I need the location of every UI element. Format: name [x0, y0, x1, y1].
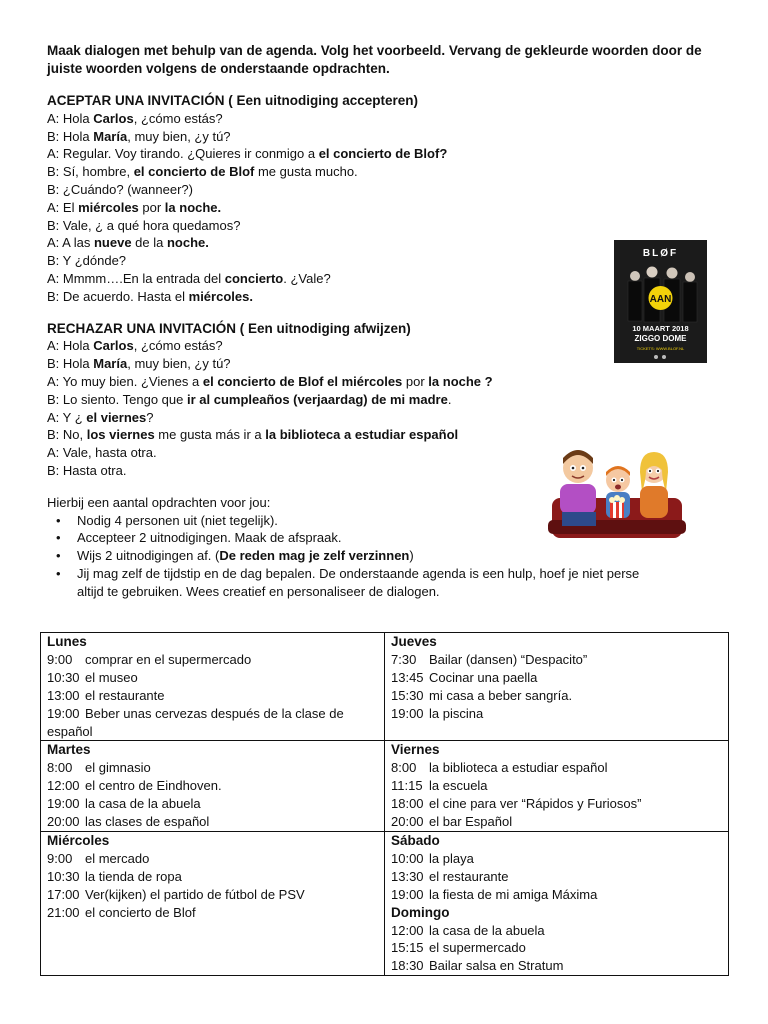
agenda-slot [391, 922, 722, 940]
agenda-time: 10:30 [47, 669, 80, 685]
agenda-time: 20:00 [391, 814, 424, 830]
agenda-activity: el bar Español [429, 814, 513, 830]
dialogue-text: A: Hola [47, 110, 94, 126]
agenda-time: 13:30 [391, 868, 424, 884]
agenda-cell [385, 741, 729, 832]
agenda-activity: el cine para ver “Rápidos y Furiosos” [429, 796, 642, 812]
dialogue-line [47, 163, 727, 181]
agenda-slot [47, 850, 378, 868]
dialogue-text: , ¿cómo estás? [133, 338, 223, 354]
agenda-time: 17:00 [47, 886, 80, 902]
poster-band-name: BLØF [642, 248, 679, 259]
poster-tickets: TICKETS: WWW.BLOF.NL [636, 346, 685, 351]
agenda-day-title: Sábado [391, 832, 440, 848]
dialogue-text: Jij mag zelf de tijdstip en de dag bepalen. De onderstaande agenda is een hulp, hoef je niet perse [77, 565, 640, 581]
tasks-heading: Hierbij een aantal opdrachten voor jou: [47, 494, 271, 510]
highlighted-word: los viernes [86, 427, 155, 443]
agenda-slot [391, 850, 722, 868]
poster-date: 10 MAART 2018 [632, 324, 689, 333]
highlighted-word: Carlos [93, 338, 134, 354]
dialogue-text: ? [146, 409, 154, 425]
dialogue-text: ) [409, 548, 414, 564]
dialogue-text: Accepteer 2 uitnodigingen. Maak de afspraak. [77, 530, 342, 546]
dialogue-text: de la [131, 235, 167, 251]
agenda-activity: el gimnasio [85, 760, 151, 776]
agenda-time: 13:00 [47, 687, 80, 703]
agenda-slot [391, 939, 722, 957]
agenda-activity: las clases de español [85, 814, 210, 830]
highlighted-word: miércoles. [188, 288, 253, 304]
dialogue-line [47, 409, 727, 427]
dialogue-text: B: Hola [47, 356, 94, 372]
highlighted-word: el viernes [86, 409, 147, 425]
poster-badge-text: AAN [649, 294, 672, 305]
agenda-activity: la casa de la abuela [85, 796, 201, 812]
agenda-activity: la tienda de ropa [85, 868, 182, 884]
dialogue-text: , muy bien, ¿y tú? [127, 356, 231, 372]
agenda-time: 8:00 [391, 760, 417, 776]
highlighted-word: la noche. [164, 199, 222, 215]
agenda-time: 12:00 [391, 922, 424, 938]
agenda-slot [47, 868, 378, 886]
agenda-activity: el restaurante [85, 687, 165, 703]
agenda-slot [47, 795, 378, 813]
agenda-slot [391, 886, 722, 904]
dialogue-text: B: Hasta otra. [47, 462, 127, 478]
dialogue-text: A: Vale, hasta otra. [47, 445, 157, 461]
dialogue-text: B: Lo siento. Tengo que [47, 391, 187, 407]
poster-venue: ZIGGO DOME [634, 334, 687, 343]
agenda-slot [47, 651, 378, 669]
dialogue-line [47, 145, 727, 163]
agenda-slot [391, 777, 722, 795]
agenda-activity: la escuela [429, 778, 488, 794]
poster-graphic [614, 240, 707, 363]
highlighted-word: el concierto de Blof? [318, 146, 448, 162]
agenda-time: 13:45 [391, 669, 424, 685]
agenda-slot [391, 813, 722, 831]
agenda-cell [41, 741, 385, 832]
agenda-slot [47, 777, 378, 795]
highlighted-word: concierto [224, 270, 284, 286]
dialogue-text: A: El [47, 199, 79, 215]
agenda-cell [41, 633, 385, 741]
dialogue-text: Wijs 2 uitnodigingen af. ( [77, 548, 220, 564]
agenda-day-title: Lunes [47, 634, 87, 649]
task-item [77, 547, 727, 565]
agenda-activity: la playa [429, 850, 474, 866]
agenda-slot [391, 868, 722, 886]
agenda-activity: Beber unas cervezas después de la clase de español [47, 705, 344, 739]
dialogue-text: , ¿cómo estás? [133, 110, 223, 126]
highlighted-word: la noche ? [428, 373, 493, 389]
agenda-time: 19:00 [391, 705, 424, 721]
dialogue-line [47, 199, 727, 217]
agenda-time: 15:30 [391, 687, 424, 703]
agenda-day-title: Domingo [391, 904, 450, 920]
agenda-activity: el mercado [85, 850, 150, 866]
dialogue-line [47, 373, 727, 391]
agenda-cell [385, 831, 729, 975]
agenda-slot [391, 759, 722, 777]
dialogue-line [47, 128, 727, 146]
agenda-slot [391, 957, 722, 975]
dialogue-text: . ¿Vale? [283, 270, 331, 286]
accept-section-title: ACEPTAR UNA INVITACIÓN ( Een uitnodiging accepteren) [47, 93, 419, 108]
reject-section-title: RECHAZAR UNA INVITACIÓN ( Een uitnodiging afwijzen) [47, 320, 411, 336]
agenda-activity: Bailar (dansen) “Despacito” [429, 651, 588, 667]
dialogue-text: B: Y ¿dónde? [47, 253, 127, 269]
concert-poster-image [614, 240, 707, 363]
task-item [77, 565, 727, 601]
agenda-slot [47, 904, 378, 922]
agenda-slot [391, 651, 722, 669]
agenda-slot [47, 813, 378, 831]
agenda-activity: el centro de Eindhoven. [85, 778, 222, 794]
dialogue-text: B: No, [47, 427, 87, 443]
highlighted-word: miércoles [78, 199, 139, 215]
dialogue-line [47, 110, 727, 128]
agenda-time: 10:30 [47, 868, 80, 884]
agenda-cell [385, 633, 729, 741]
agenda-slot [47, 669, 378, 687]
dialogue-text: A: Y ¿ [47, 409, 87, 425]
agenda-slot [47, 759, 378, 777]
agenda-activity: el restaurante [429, 868, 509, 884]
agenda-activity: mi casa a beber sangría. [429, 687, 573, 703]
agenda-time: 19:00 [391, 886, 424, 902]
agenda-time: 20:00 [47, 814, 80, 830]
agenda-day-title: Miércoles [47, 832, 110, 848]
agenda-activity: el supermercado [429, 940, 526, 956]
agenda-time: 7:30 [391, 651, 417, 667]
agenda-time: 19:00 [47, 705, 80, 721]
highlighted-word: el concierto de Blof [133, 164, 255, 180]
agenda-slot [391, 669, 722, 687]
dialogue-text: A: A las [47, 235, 94, 251]
dialogue-text: A: Hola [47, 338, 94, 354]
agenda-day-title: Martes [47, 742, 91, 758]
highlighted-word: María [93, 356, 128, 372]
highlighted-word: el concierto de Blof el miércoles [202, 373, 403, 389]
agenda-time: 12:00 [47, 778, 80, 794]
agenda-day-title: Viernes [391, 742, 440, 758]
dialogue-text: me gusta más ir a [154, 427, 266, 443]
dialogue-text: B: Hola [47, 128, 94, 144]
agenda-time: 11:15 [391, 778, 423, 794]
agenda-time: 18:30 [391, 958, 424, 974]
task-item-continuation: altijd te gebruiken. Wees creatief en personaliseer de dialogen. [77, 583, 440, 599]
dialogue-line [47, 217, 727, 235]
agenda-activity: el concierto de Blof [85, 904, 196, 920]
agenda-activity: el museo [85, 669, 138, 685]
agenda-activity: la casa de la abuela [429, 922, 545, 938]
dialogue-line [47, 391, 727, 409]
dialogue-text: por [402, 373, 429, 389]
dialogue-text: , muy bien, ¿y tú? [127, 128, 231, 144]
agenda-activity: la piscina [429, 705, 484, 721]
agenda-row [41, 633, 729, 741]
highlighted-word: De reden mag je zelf verzinnen [219, 548, 410, 564]
agenda-slot [47, 687, 378, 705]
dialogue-text: A: Regular. Voy tirando. ¿Quieres ir conmigo a [47, 146, 319, 162]
agenda-row [41, 741, 729, 832]
agenda-slot [391, 705, 722, 723]
instructions-intro: Maak dialogen met behulp van de agenda. Volg het voorbeeld. Vervang de gekleurde woorden door de juiste woorden volgens de onderstaande opdrachten. [47, 43, 702, 76]
agenda-activity: Bailar salsa en Stratum [429, 958, 564, 974]
highlighted-word: la biblioteca a estudiar español [265, 427, 459, 443]
highlighted-word: Carlos [93, 110, 134, 126]
agenda-time: 21:00 [47, 904, 80, 920]
agenda-slot [47, 886, 378, 904]
cinema-family-illustration [548, 440, 686, 542]
dialogue-text: A: Mmmm….En la entrada del [47, 270, 225, 286]
dialogue-text: B: De acuerdo. Hasta el [47, 288, 189, 304]
agenda-time: 9:00 [47, 850, 73, 866]
dialogue-text: me gusta mucho. [254, 164, 358, 180]
agenda-time: 15:15 [391, 940, 424, 956]
agenda-time: 10:00 [391, 850, 424, 866]
highlighted-word: nueve [93, 235, 132, 251]
agenda-time: 8:00 [47, 760, 73, 776]
agenda-time: 19:00 [47, 796, 80, 812]
agenda-slot [391, 687, 722, 705]
agenda-slot [391, 795, 722, 813]
agenda-day-title: Jueves [391, 634, 437, 649]
highlighted-word: ir al cumpleaños (verjaardag) de mi madre [186, 391, 448, 407]
agenda-activity: comprar en el supermercado [85, 651, 252, 667]
agenda-row [41, 831, 729, 975]
agenda-activity: la biblioteca a estudiar español [429, 760, 608, 776]
agenda-slot [47, 705, 378, 741]
dialogue-text: . [447, 391, 452, 407]
dialogue-text: B: ¿Cuándo? (wanneer?) [47, 181, 193, 197]
agenda-time: 18:00 [391, 796, 424, 812]
dialogue-text: Nodig 4 personen uit (niet tegelijk). [77, 512, 278, 528]
agenda-time: 9:00 [47, 651, 73, 667]
dialogue-text: B: Vale, ¿ a qué hora quedamos? [47, 217, 241, 233]
dialogue-text: por [138, 199, 165, 215]
agenda-activity: Ver(kijken) el partido de fútbol de PSV [85, 886, 305, 902]
highlighted-word: María [93, 128, 128, 144]
agenda-cell [41, 831, 385, 975]
highlighted-word: noche. [166, 235, 209, 251]
weekly-agenda-table [40, 632, 729, 976]
dialogue-text: A: Yo muy bien. ¿Vienes a [47, 373, 203, 389]
dialogue-line [47, 181, 727, 199]
dialogue-text: B: Sí, hombre, [47, 164, 134, 180]
agenda-activity: la fiesta de mi amiga Máxima [429, 886, 598, 902]
agenda-activity: Cocinar una paella [429, 669, 538, 685]
